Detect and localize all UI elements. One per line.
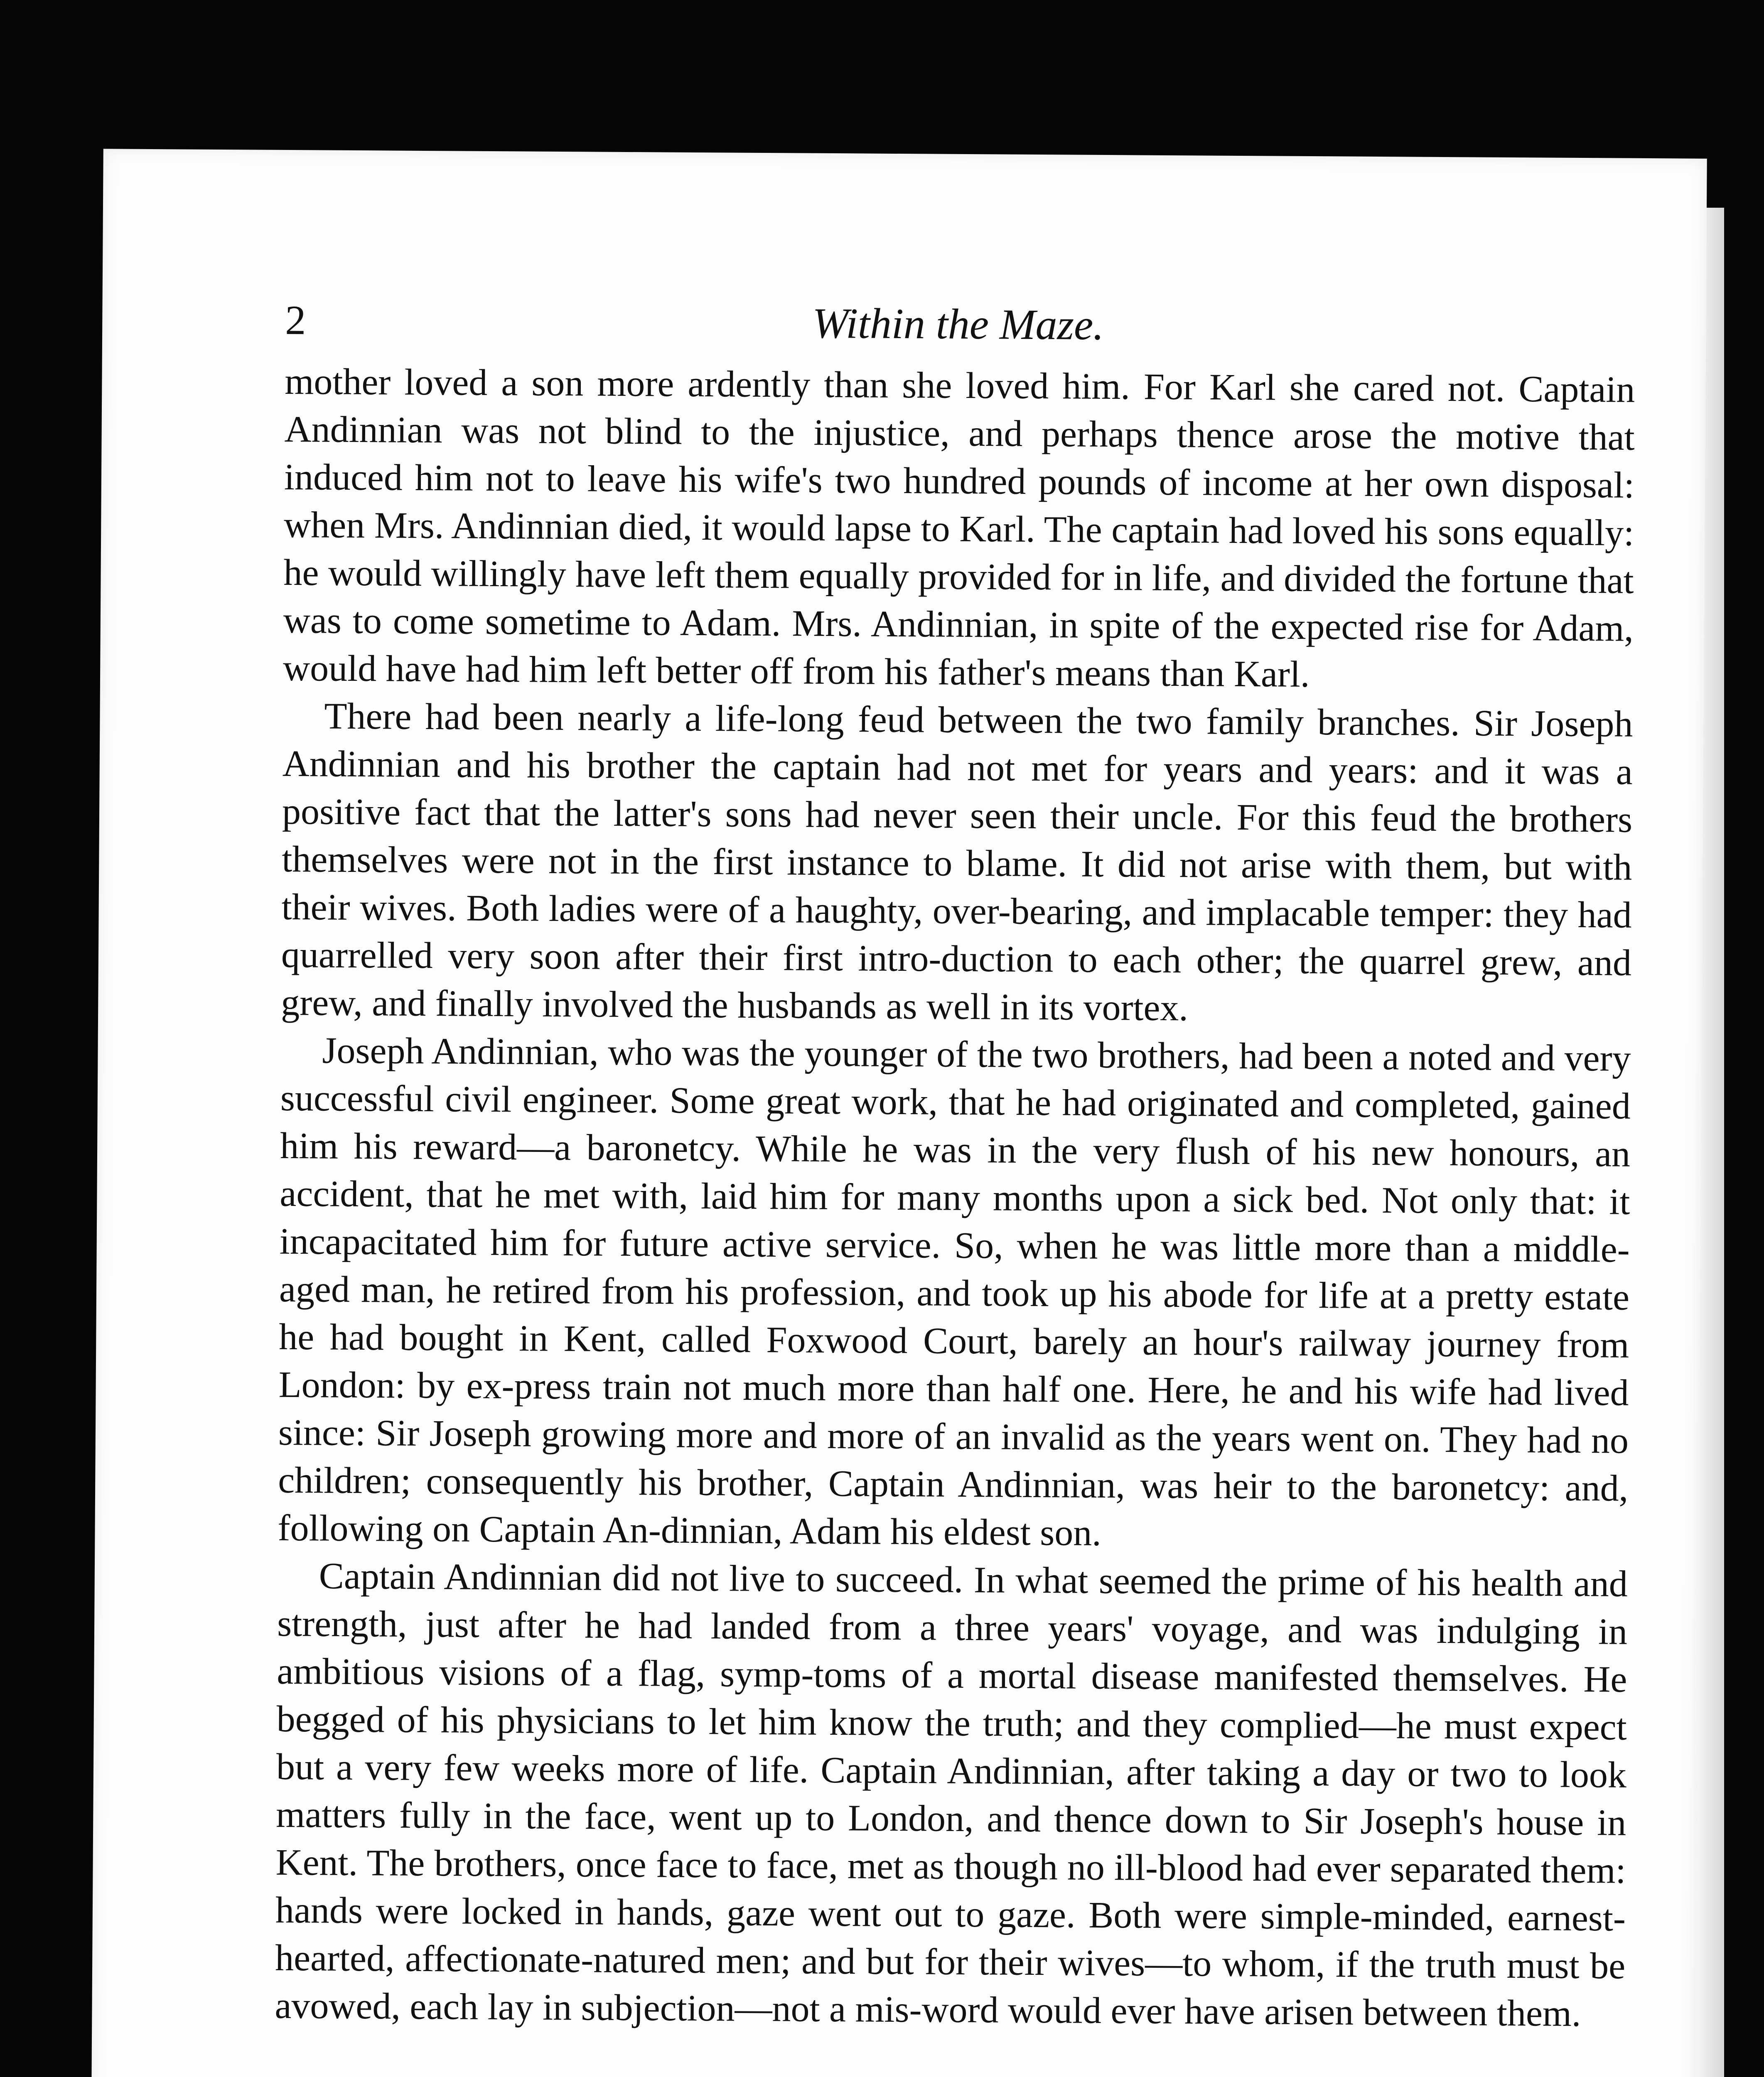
running-head (285, 283, 1631, 366)
running-title: Within the Maze. (812, 299, 1104, 349)
paragraph: Captain Andinnian did not live to succeed. In what seemed the prime of his health and strength, just after he had landed from a three years' voyage, and was indulging in ambitious visions of a flag, symp-toms of a mortal disease manifested themselves. He begged of his physicians to let him know the truth; and they complied—he must expect but a very few weeks more of life. Captain Andinnian, after taking a day or two to look matters fully in the face, went up to London, and thence down to Sir Joseph's house in Kent. The brothers, once face to face, met as though no ill-blood had ever separated them: hands were locked in hands, gaze went out to gaze. Both were simple-minded, earnest-hearted, affectionate-natured men; and but for their wives—to whom, if the truth must be avowed, each lay in subjection—not a mis-word would ever have arisen between them. (275, 1555, 1628, 2035)
paragraph: Joseph Andinnian, who was the younger of the two brothers, had been a noted and very successful civil engineer. Some great work, that he had originated and completed, gained him his reward—a baronetcy. While he was in the very flush of his new honours, an accident, that he met with, laid him for many months upon a sick bed. Not only that: it incapacitated him for future active service. So, when he was little more than a middle-aged man, he retired from his profession, and took up his abode for life at a pretty estate he had bought in Kent, called Foxwood Court, barely an hour's railway journey from London: by ex-press train not much more than half one. Here, he and his wife had lived since: Sir Joseph growing more and more of an invalid as the years went on. They had no children; consequently his brother, Captain Andinnian, was heir to the baronetcy: and, following on Captain An-dinnian, Adam his eldest son. (278, 1030, 1631, 1554)
body-text (275, 358, 1635, 2038)
book-page (88, 149, 1707, 2077)
page-number: 2 (285, 297, 306, 344)
paragraph: mother loved a son more ardently than she loved him. For Karl she cared not. Captain Andinnian was not blind to the injustice, and perhaps thence arose the motive that induced him not to leave his wife's two hundred pounds of income at her own disposal: when Mrs. Andinnian died, it would lapse to Karl. The captain had loved his sons equally: he would willingly have left them equally provided for in life, and divided the fortune that was to come sometime to Adam. Mrs. Andinnian, in spite of the expected rise for Adam, would have had him left better off from his father's means than Karl. (283, 361, 1635, 695)
paragraph: There had been nearly a life-long feud between the two family branches. Sir Joseph Andinnian and his brother the captain had not met for years and years: and it was a positive fact that the latter's sons had never seen their uncle. For this feud the brothers themselves were not in the first instance to blame. It did not arise with them, but with their wives. Both ladies were of a haughty, over-bearing, and implacable temper: they had quarrelled very soon after their first intro-duction to each other; the quarrel grew, and grew, and finally involved the husbands as well in its vortex. (280, 695, 1633, 1029)
